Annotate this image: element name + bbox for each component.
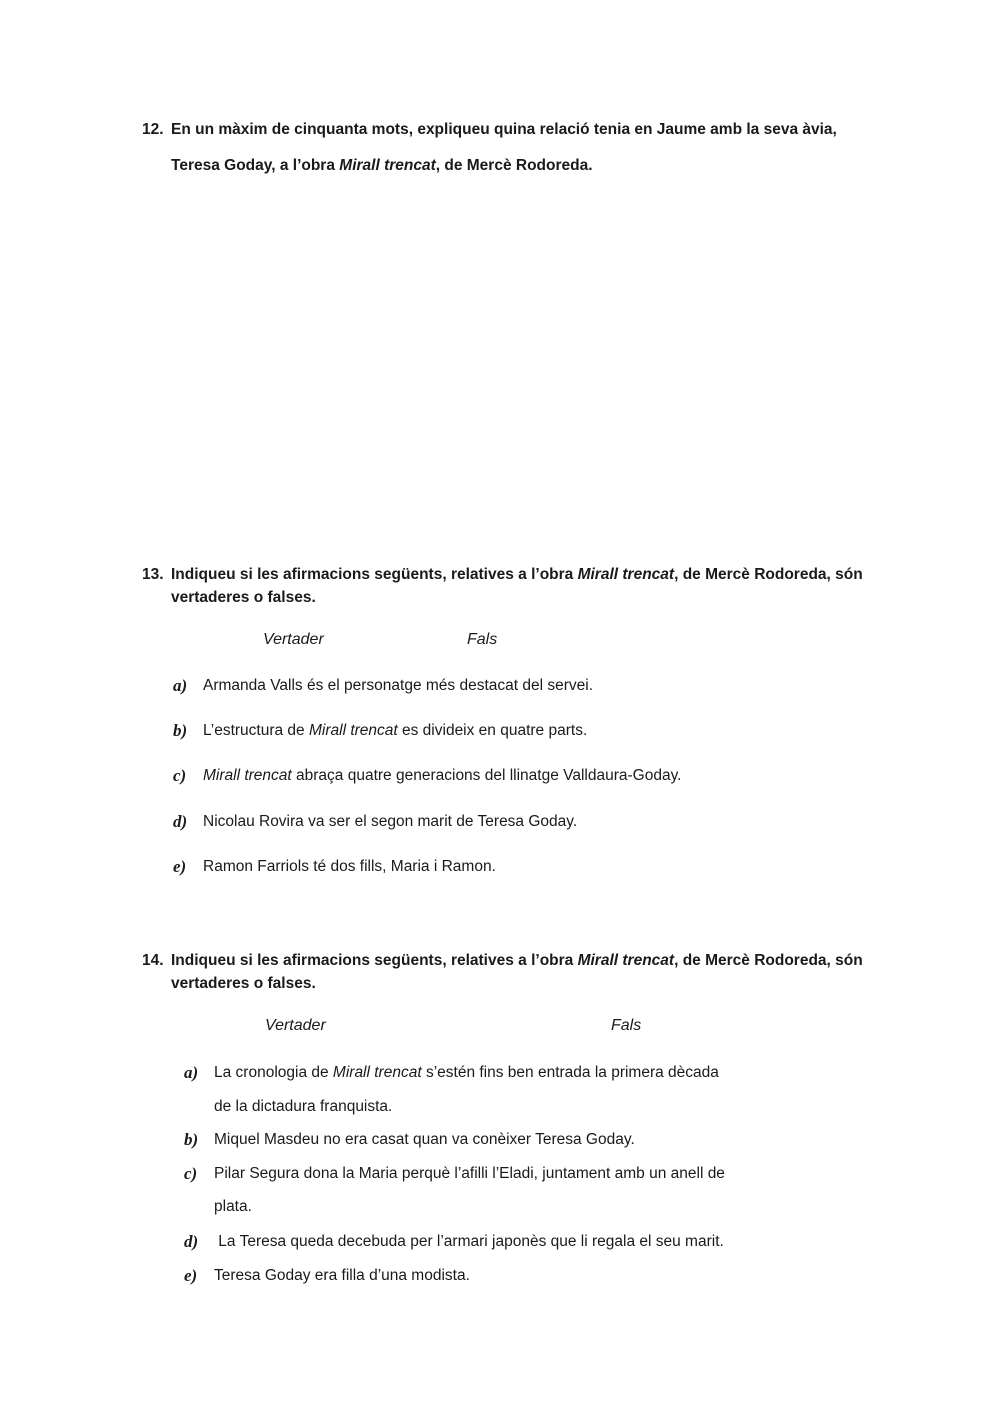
statement-letter: a) bbox=[184, 1063, 199, 1082]
book-title: Mirall trencat bbox=[339, 157, 436, 174]
column-header-true: Vertader bbox=[263, 631, 324, 648]
book-title: Mirall trencat bbox=[332, 1064, 422, 1081]
statement-letter: b) bbox=[173, 721, 188, 740]
text-span: Indiqueu si les afirmacions següents, relatives a l’obra bbox=[171, 952, 578, 969]
statement-letter: a) bbox=[173, 676, 188, 695]
statement-text-line-2: plata. bbox=[214, 1198, 252, 1215]
text-span: La cronologia de bbox=[214, 1064, 333, 1081]
text-span: es divideix en quatre parts. bbox=[397, 722, 588, 739]
statement-letter: e) bbox=[173, 857, 187, 876]
column-header-true: Vertader bbox=[265, 1017, 326, 1034]
statement-text bbox=[203, 722, 587, 740]
question-number: 14. bbox=[142, 952, 164, 969]
statement-text bbox=[203, 813, 577, 831]
book-title: Mirall trencat bbox=[577, 566, 675, 583]
book-title: Mirall trencat bbox=[577, 952, 675, 969]
question-text-line-2 bbox=[171, 154, 593, 177]
text-span: Indiqueu si les afirmacions següents, relatives a l’obra bbox=[171, 566, 578, 583]
statement-text-line-1: Pilar Segura dona la Maria perquè l’afilli l’Eladi, juntament amb un anell de bbox=[214, 1165, 725, 1182]
statement-letter: e) bbox=[184, 1266, 198, 1285]
statement-text bbox=[203, 677, 593, 695]
book-title: Mirall trencat bbox=[308, 722, 398, 739]
statement-letter: d) bbox=[173, 812, 188, 831]
question-text-line-2: vertaderes o falses. bbox=[171, 975, 316, 992]
statement-text: La Teresa queda decebuda per l’armari japonès que li regala el seu marit. bbox=[214, 1233, 724, 1250]
book-title: Mirall trencat bbox=[203, 767, 292, 784]
question-text-line-2: vertaderes o falses. bbox=[171, 589, 316, 606]
text-span: abraça quatre generacions del llinatge Valldaura-Goday. bbox=[291, 767, 682, 784]
text-span: , de Mercè Rodoreda, són bbox=[674, 952, 863, 969]
text-span: , de Mercè Rodoreda. bbox=[435, 157, 593, 174]
text-span: L’estructura de bbox=[203, 722, 309, 739]
question-text-line-1 bbox=[171, 949, 863, 972]
question-number: 12. bbox=[142, 121, 164, 138]
statement-letter: c) bbox=[173, 766, 187, 785]
statement-text: Teresa Goday era filla d’una modista. bbox=[214, 1267, 470, 1284]
statement-letter: c) bbox=[184, 1164, 198, 1183]
question-number: 13. bbox=[142, 566, 164, 583]
statement-text-line-1 bbox=[214, 1064, 780, 1082]
statement-text bbox=[203, 767, 681, 785]
statement-letter: b) bbox=[184, 1130, 199, 1149]
statement-text-line-2: de la dictadura franquista. bbox=[214, 1098, 393, 1115]
statement-letter: d) bbox=[184, 1232, 199, 1251]
text-span: Armanda Valls és el personatge més destacat del servei. bbox=[203, 677, 593, 694]
column-header-false: Fals bbox=[611, 1017, 642, 1034]
text-span: s’estén fins ben entrada la primera dècada bbox=[421, 1064, 719, 1081]
question-text-line-1: En un màxim de cinquanta mots, expliqueu quina relació tenia en Jaume amb la seva àvia, bbox=[171, 121, 837, 138]
text-span: Teresa Goday, a l’obra bbox=[171, 157, 340, 174]
text-span: Nicolau Rovira va ser el segon marit de Teresa Goday. bbox=[203, 813, 578, 830]
statement-text bbox=[203, 858, 496, 876]
statement-text: Miquel Masdeu no era casat quan va conèixer Teresa Goday. bbox=[214, 1131, 635, 1148]
question-text-line-1 bbox=[171, 563, 863, 586]
text-span: , de Mercè Rodoreda, són bbox=[674, 566, 863, 583]
column-header-false: Fals bbox=[467, 631, 498, 648]
text-span: Ramon Farriols té dos fills, Maria i Ramon. bbox=[203, 858, 496, 875]
